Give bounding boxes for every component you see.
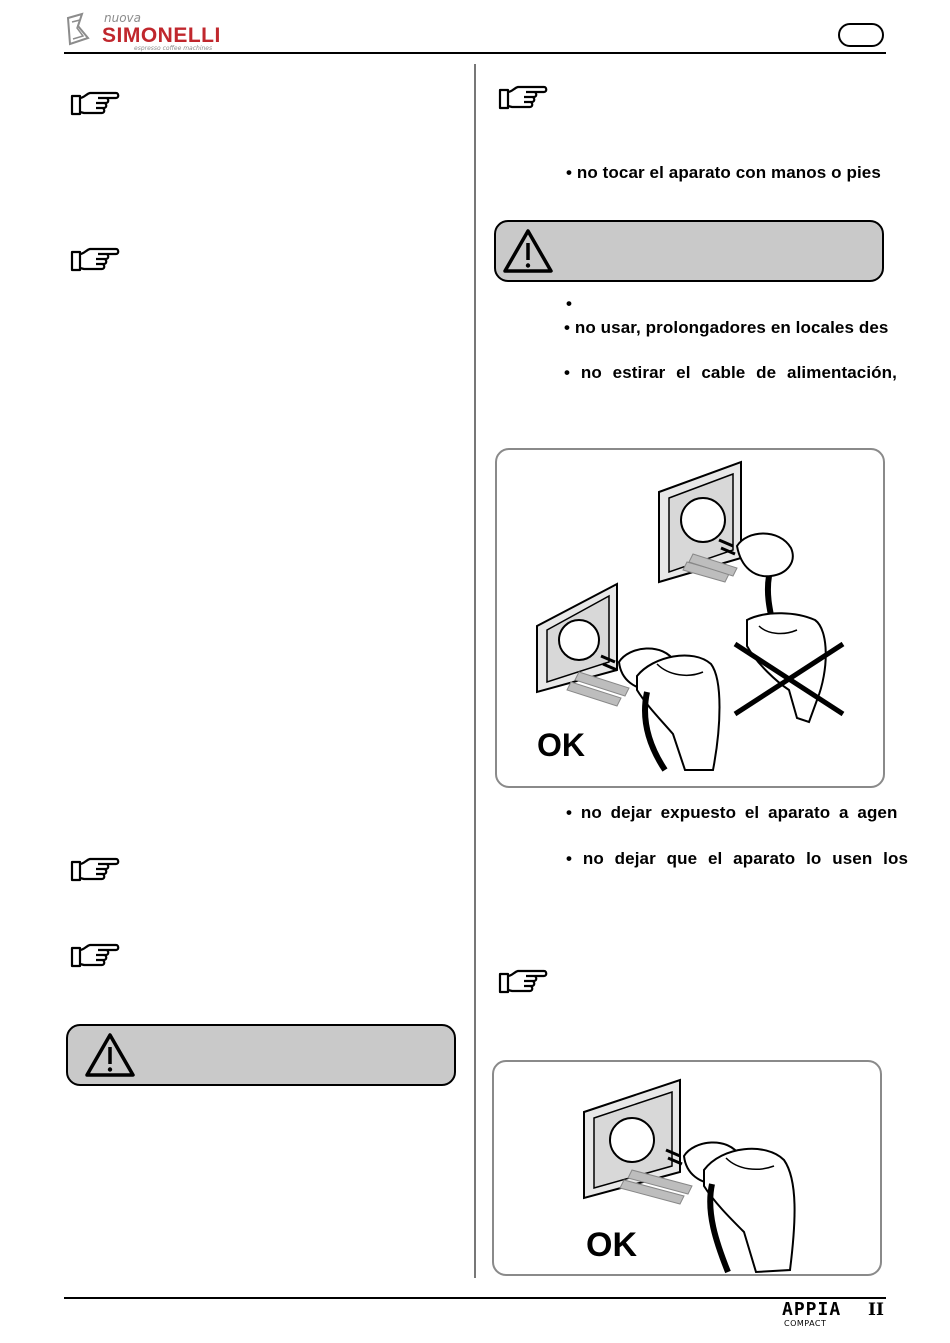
pointing-hand-icon	[70, 90, 120, 116]
logo-small-text: nuova	[104, 11, 142, 25]
pointing-hand-icon	[70, 856, 120, 882]
bullet-item: • no estirar el cable de alimentación,	[564, 363, 897, 382]
header-rule	[64, 52, 886, 54]
pointing-hand-icon	[70, 246, 120, 272]
product-subtitle: COMPACT	[784, 1319, 827, 1328]
warning-box	[494, 220, 884, 282]
figure-unplug-correct-incorrect	[495, 448, 885, 788]
bullet-item: • no usar, prolongadores en locales des	[564, 318, 889, 337]
product-version: II	[868, 1300, 884, 1320]
hand-icon	[747, 613, 826, 722]
hand-icon	[637, 655, 720, 770]
language-indicator	[838, 23, 884, 47]
ok-label: OK	[537, 727, 585, 763]
bullet-item: • no dejar expuesto el aparato a agen	[566, 803, 898, 822]
bullet-item: • no dejar que el aparato lo usen los	[566, 849, 908, 868]
figure-unplug-correct	[492, 1060, 882, 1276]
pointing-hand-icon	[70, 942, 120, 968]
product-logo	[782, 1300, 892, 1340]
logo-tagline: espresso coffee machines	[134, 45, 213, 52]
column-divider	[474, 64, 476, 1278]
pointing-hand-icon	[498, 968, 548, 994]
ok-label: OK	[586, 1226, 637, 1264]
warning-box	[66, 1024, 456, 1086]
product-name: APPIA	[782, 1299, 842, 1320]
brand-logo	[64, 8, 260, 52]
bullet-item: • no tocar el aparato con manos o pies	[566, 163, 881, 182]
warning-triangle-icon	[84, 1032, 136, 1078]
warning-triangle-icon	[502, 228, 554, 274]
pointing-hand-icon	[498, 84, 548, 110]
logo-brand-text: SIMONELLI	[102, 24, 221, 47]
hand-icon	[704, 1149, 795, 1272]
footer-rule	[64, 1297, 886, 1299]
bullet-item: •	[566, 294, 573, 313]
